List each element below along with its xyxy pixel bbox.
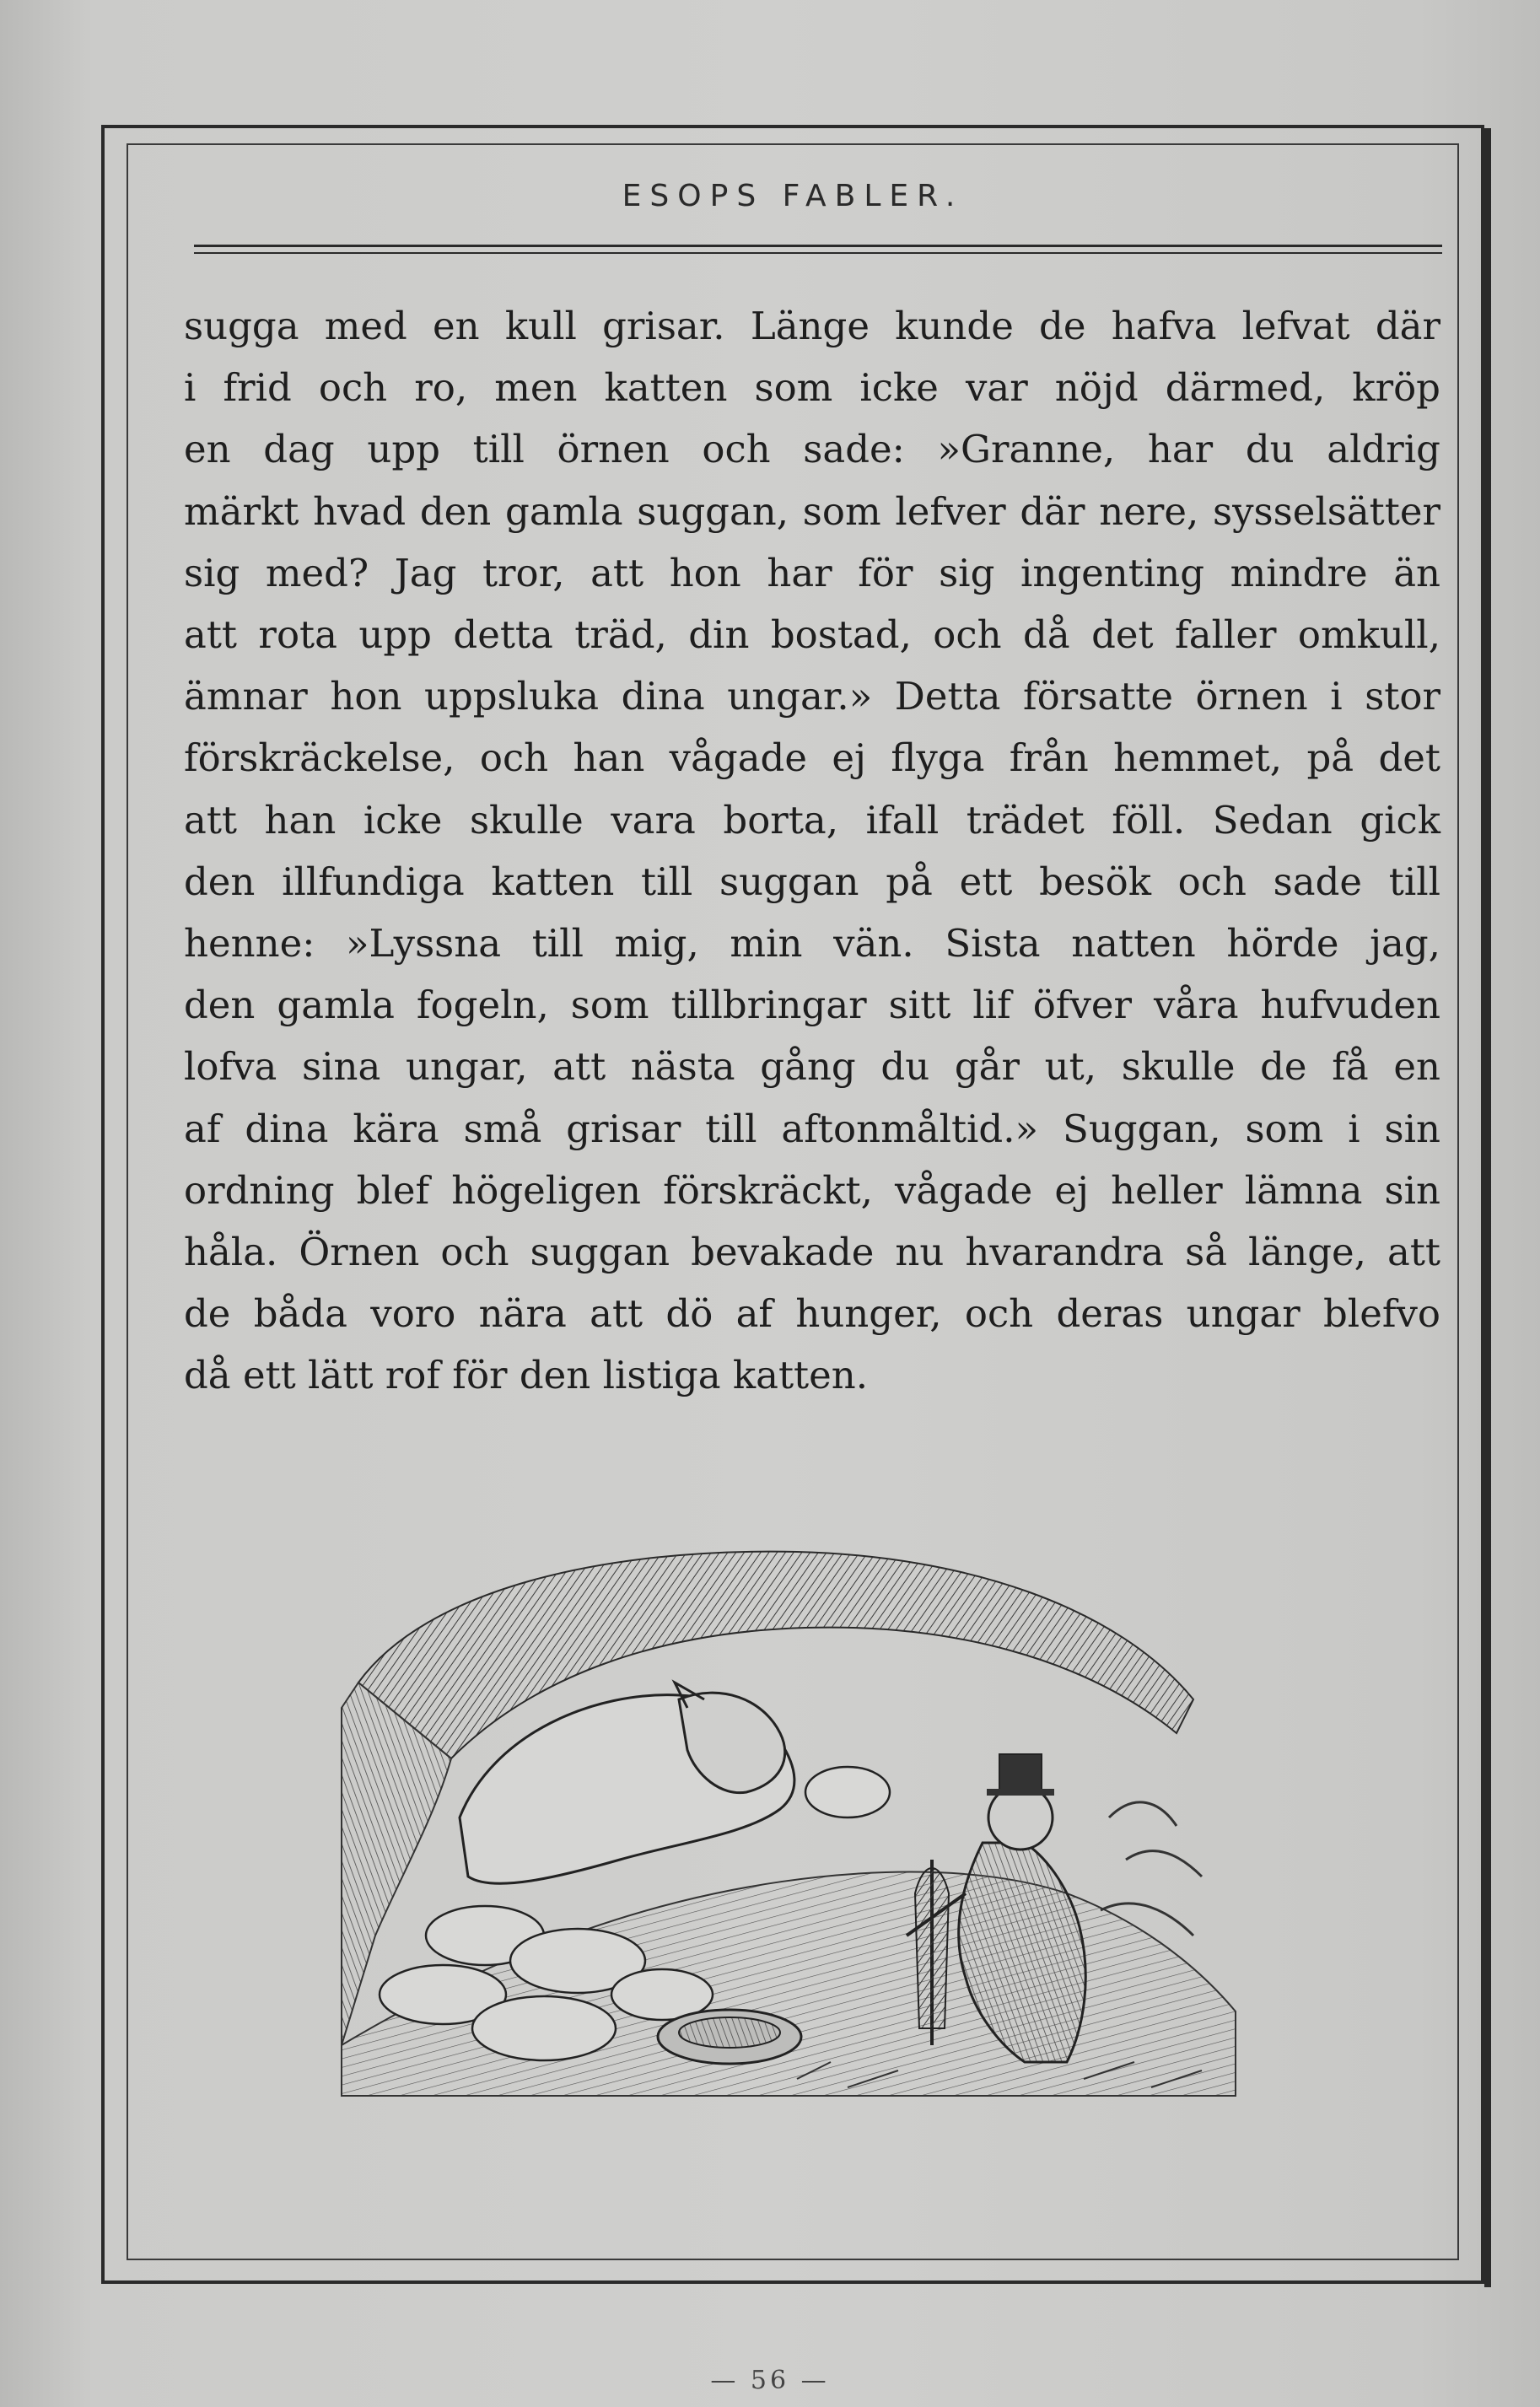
text-line: lofva sina ungar, att nästa gång du går ut, skulle de få en bbox=[184, 1044, 1440, 1090]
text-line: i frid och ro, men katten som icke var nöjd därmed, kröp bbox=[184, 365, 1440, 411]
text-line: att han icke skulle vara borta, ifall trädet föll. Sedan gick bbox=[184, 797, 1440, 843]
text-line: håla. Örnen och suggan bevakade nu hvarandra så länge, att bbox=[184, 1230, 1440, 1275]
text-line: den gamla fogeln, som tillbringar sitt lif öfver våra hufvuden bbox=[184, 983, 1440, 1028]
text-line: att rota upp detta träd, din bostad, och då det faller omkull, bbox=[184, 612, 1440, 658]
text-line: af dina kära små grisar till aftonmåltid.» Suggan, som i sin bbox=[184, 1106, 1440, 1151]
text-line: sig med? Jag tror, att hon har för sig ingenting mindre än bbox=[184, 550, 1440, 595]
text-line: märkt hvad den gamla suggan, som lefver där nere, sysselsätter bbox=[184, 488, 1440, 534]
text-line: då ett lätt rof för den listiga katten. bbox=[184, 1353, 869, 1398]
fable-text bbox=[184, 295, 1440, 1407]
text-line: sugga med en kull grisar. Länge kunde de hafva lefvat där bbox=[184, 304, 1440, 348]
page-number: — 56 — bbox=[710, 2366, 830, 2395]
text-line: förskräckelse, och han vågade ej flyga från hemmet, på det bbox=[184, 735, 1440, 781]
header-double-rule bbox=[194, 245, 1442, 258]
text-line: henne: »Lyssna till mig, min vän. Sista natten hörde jag, bbox=[184, 921, 1440, 967]
text-line: en dag upp till örnen och sade: »Granne, har du aldrig bbox=[184, 427, 1440, 472]
border-shadow bbox=[1484, 128, 1491, 2287]
text-line: ämnar hon uppsluka dina ungar.» Detta försatte örnen i stor bbox=[184, 674, 1440, 719]
text-line: den illfundiga katten till suggan på ett besök och sade till bbox=[184, 859, 1440, 904]
text-line: de båda voro nära att dö af hunger, och deras ungar blefvo bbox=[184, 1291, 1440, 1337]
running-head: ESOPS FABLER. bbox=[622, 179, 964, 213]
sow-piglets-cat-engraving bbox=[325, 1539, 1257, 2121]
text-line: ordning blef högeligen förskräckt, vågade ej heller lämna sin bbox=[184, 1167, 1440, 1213]
